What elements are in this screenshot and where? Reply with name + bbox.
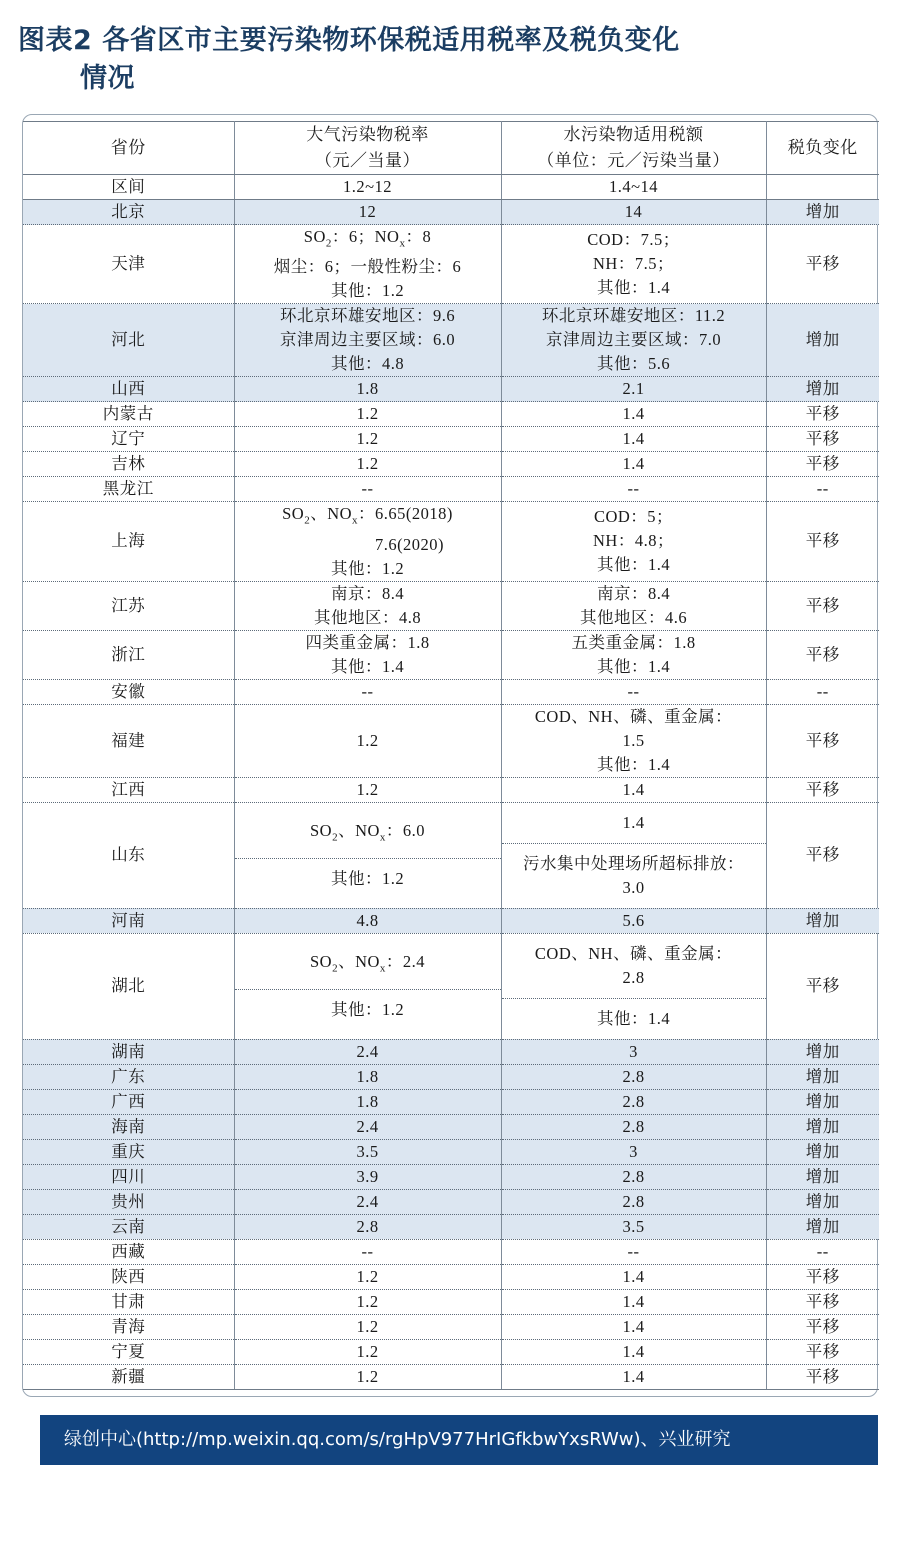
cell-tax-burden-change: 增加	[766, 1064, 879, 1089]
cell-tax-burden-change: 平移	[766, 581, 879, 630]
table-row	[23, 777, 879, 802]
cell-water-tax-amount: 环北京环雄安地区：11.2 京津周边主要区域：7.0 其他：5.6	[501, 304, 766, 377]
figure-title-block	[0, 0, 900, 108]
cell-tax-burden-change: 平移	[766, 1289, 879, 1314]
table-header	[23, 122, 879, 175]
cell-water-tax-amount: 南京：8.4 其他地区：4.6	[501, 581, 766, 630]
cell-tax-burden-change: 平移	[766, 225, 879, 304]
cell-air-tax-rate: $SO_2$、$NO_x$：6.0 其他：1.2	[234, 802, 501, 908]
cell-water-tax-amount: 1.4 污水集中处理场所超标排放： 3.0	[501, 802, 766, 908]
cell-tax-burden-change: --	[766, 477, 879, 502]
cell-air-tax-rate: --	[234, 679, 501, 704]
cell-province: 湖南	[23, 1039, 234, 1064]
cell-province: 河北	[23, 304, 234, 377]
cell-air-tax-rate: 12	[234, 200, 501, 225]
cell-air-tax-rate: 1.2	[234, 704, 501, 777]
cell-tax-burden-change: 平移	[766, 704, 879, 777]
table-row	[23, 427, 879, 452]
cell-air-tax-rate: 1.2	[234, 1314, 501, 1339]
cell-tax-burden-change: 增加	[766, 1114, 879, 1139]
table-row	[23, 630, 879, 679]
cell-air-tax-rate: 1.2	[234, 1364, 501, 1389]
cell-tax-burden-change: 增加	[766, 908, 879, 933]
table-row	[23, 377, 879, 402]
table-row	[23, 1339, 879, 1364]
cell-water-tax-amount: COD：7.5； NH：7.5； 其他：1.4	[501, 225, 766, 304]
cell-tax-burden-change: 增加	[766, 1164, 879, 1189]
cell-air-tax-rate: 1.2	[234, 777, 501, 802]
cell-tax-burden-change: 平移	[766, 1339, 879, 1364]
header-row	[23, 122, 879, 175]
cell-water-tax-amount: --	[501, 679, 766, 704]
cell-water-tax-amount: 2.8	[501, 1114, 766, 1139]
table-container	[22, 114, 878, 1397]
cell-province: 湖北	[23, 933, 234, 1039]
cell-air-tax-rate: 3.5	[234, 1139, 501, 1164]
cell-air-tax-rate: 2.4	[234, 1189, 501, 1214]
table-row	[23, 1139, 879, 1164]
cell-tax-burden-change: 增加	[766, 1089, 879, 1114]
cell-water-tax-amount: 3	[501, 1139, 766, 1164]
table-row	[23, 402, 879, 427]
table-row	[23, 175, 879, 200]
figure-number: 图表2	[18, 25, 93, 56]
cell-province: 区间	[23, 175, 234, 200]
col-header-province: 省份	[23, 122, 234, 175]
cell-water-tax-amount: 2.8	[501, 1089, 766, 1114]
cell-air-tax-rate: 1.2	[234, 427, 501, 452]
cell-tax-burden-change: 平移	[766, 630, 879, 679]
cell-water-tax-amount: 1.4~14	[501, 175, 766, 200]
cell-tax-burden-change: 增加	[766, 1039, 879, 1064]
cell-province: 内蒙古	[23, 402, 234, 427]
cell-air-tax-rate: 1.8	[234, 1089, 501, 1114]
cell-province: 福建	[23, 704, 234, 777]
cell-water-tax-amount: 1.4	[501, 427, 766, 452]
cell-tax-burden-change: 增加	[766, 1189, 879, 1214]
table-row	[23, 1239, 879, 1264]
cell-water-tax-amount: 1.4	[501, 1289, 766, 1314]
cell-province: 宁夏	[23, 1339, 234, 1364]
figure-title-main: 各省区市主要污染物环保税适用税率及税负变化	[102, 25, 680, 56]
table-row	[23, 304, 879, 377]
table-row	[23, 679, 879, 704]
cell-province: 安徽	[23, 679, 234, 704]
table-body	[23, 175, 879, 1390]
cell-water-tax-amount: 2.8	[501, 1064, 766, 1089]
table-row	[23, 477, 879, 502]
cell-water-tax-amount: COD、NH、磷、重金属： 1.5 其他：1.4	[501, 704, 766, 777]
table-row	[23, 1164, 879, 1189]
cell-province: 山东	[23, 802, 234, 908]
cell-province: 辽宁	[23, 427, 234, 452]
cell-water-tax-amount: 2.1	[501, 377, 766, 402]
cell-tax-burden-change: 平移	[766, 1364, 879, 1389]
cell-tax-burden-change: 平移	[766, 802, 879, 908]
table-row	[23, 1039, 879, 1064]
col-header-tax-burden-change: 税负变化	[766, 122, 879, 175]
cell-province: 四川	[23, 1164, 234, 1189]
cell-air-tax-rate: 环北京环雄安地区：9.6 京津周边主要区域：6.0 其他：4.8	[234, 304, 501, 377]
cell-tax-burden-change: 平移	[766, 933, 879, 1039]
table-row	[23, 704, 879, 777]
cell-water-tax-amount: 2.8	[501, 1164, 766, 1189]
cell-air-tax-rate: 1.2	[234, 1289, 501, 1314]
cell-air-tax-rate: --	[234, 477, 501, 502]
cell-tax-burden-change: 增加	[766, 304, 879, 377]
cell-province: 陕西	[23, 1264, 234, 1289]
table-row	[23, 1089, 879, 1114]
cell-province: 山西	[23, 377, 234, 402]
cell-tax-burden-change: 增加	[766, 377, 879, 402]
cell-province: 新疆	[23, 1364, 234, 1389]
cell-water-tax-amount: COD、NH、磷、重金属： 2.8 其他：1.4	[501, 933, 766, 1039]
cell-province: 天津	[23, 225, 234, 304]
cell-tax-burden-change: --	[766, 1239, 879, 1264]
cell-air-tax-rate: 2.8	[234, 1214, 501, 1239]
cell-province: 上海	[23, 502, 234, 581]
cell-water-tax-amount: COD：5； NH：4.8； 其他：1.4	[501, 502, 766, 581]
cell-air-tax-rate: 1.2	[234, 452, 501, 477]
table-row	[23, 581, 879, 630]
cell-tax-burden-change: --	[766, 679, 879, 704]
table-row	[23, 1214, 879, 1239]
cell-air-tax-rate: --	[234, 1239, 501, 1264]
figure-title-second-line: 情况	[80, 63, 135, 94]
cell-air-tax-rate: 2.4	[234, 1039, 501, 1064]
cell-province: 重庆	[23, 1139, 234, 1164]
cell-tax-burden-change: 平移	[766, 452, 879, 477]
table-row	[23, 1064, 879, 1089]
cell-air-tax-rate: 1.2	[234, 1264, 501, 1289]
cell-province: 吉林	[23, 452, 234, 477]
cell-air-tax-rate: 1.8	[234, 377, 501, 402]
cell-water-tax-amount: 5.6	[501, 908, 766, 933]
table-row	[23, 1114, 879, 1139]
table-row	[23, 1264, 879, 1289]
table-row	[23, 802, 879, 908]
cell-tax-burden-change: 平移	[766, 777, 879, 802]
col-header-air-tax-rate: 大气污染物税率 （元／当量）	[234, 122, 501, 175]
cell-tax-burden-change: 平移	[766, 402, 879, 427]
cell-province: 西藏	[23, 1239, 234, 1264]
cell-province: 浙江	[23, 630, 234, 679]
cell-tax-burden-change: 增加	[766, 200, 879, 225]
cell-tax-burden-change: 平移	[766, 1314, 879, 1339]
cell-water-tax-amount: 1.4	[501, 1364, 766, 1389]
table-row	[23, 1289, 879, 1314]
table-row	[23, 1189, 879, 1214]
table-row	[23, 452, 879, 477]
cell-air-tax-rate: 1.2	[234, 1339, 501, 1364]
cell-air-tax-rate: 四类重金属：1.8 其他：1.4	[234, 630, 501, 679]
table-row	[23, 225, 879, 304]
cell-province: 江苏	[23, 581, 234, 630]
cell-water-tax-amount: 1.4	[501, 777, 766, 802]
table-row	[23, 908, 879, 933]
cell-air-tax-rate: $SO_2$、$NO_x$：2.4 其他：1.2	[234, 933, 501, 1039]
cell-water-tax-amount: 1.4	[501, 1264, 766, 1289]
cell-province: 海南	[23, 1114, 234, 1139]
cell-water-tax-amount: 五类重金属：1.8 其他：1.4	[501, 630, 766, 679]
cell-province: 黑龙江	[23, 477, 234, 502]
table-row	[23, 1314, 879, 1339]
table-row	[23, 1364, 879, 1389]
cell-water-tax-amount: 3	[501, 1039, 766, 1064]
cell-water-tax-amount: 1.4	[501, 402, 766, 427]
cell-water-tax-amount: 2.8	[501, 1189, 766, 1214]
cell-air-tax-rate: 1.8	[234, 1064, 501, 1089]
cell-air-tax-rate: 1.2~12	[234, 175, 501, 200]
cell-water-tax-amount: --	[501, 1239, 766, 1264]
table-row	[23, 200, 879, 225]
cell-province: 江西	[23, 777, 234, 802]
cell-tax-burden-change: 增加	[766, 1214, 879, 1239]
cell-water-tax-amount: 14	[501, 200, 766, 225]
cell-water-tax-amount: 1.4	[501, 1339, 766, 1364]
cell-province: 青海	[23, 1314, 234, 1339]
cell-tax-burden-change: 平移	[766, 502, 879, 581]
page-title	[18, 22, 882, 98]
cell-province: 广西	[23, 1089, 234, 1114]
cell-province: 河南	[23, 908, 234, 933]
cell-province: 云南	[23, 1214, 234, 1239]
cell-tax-burden-change: 增加	[766, 1139, 879, 1164]
cell-water-tax-amount: 1.4	[501, 1314, 766, 1339]
source-bar: 绿创中心(http://mp.weixin.qq.com/s/rgHpV977HrIGfkbwYxsRWw)、兴业研究	[40, 1415, 878, 1465]
col-header-water-tax-amount: 水污染物适用税额 （单位：元／污染当量）	[501, 122, 766, 175]
cell-water-tax-amount: 1.4	[501, 452, 766, 477]
cell-water-tax-amount: 3.5	[501, 1214, 766, 1239]
cell-air-tax-rate: 2.4	[234, 1114, 501, 1139]
cell-tax-burden-change	[766, 175, 879, 200]
cell-tax-burden-change: 平移	[766, 1264, 879, 1289]
table-row	[23, 502, 879, 581]
cell-province: 广东	[23, 1064, 234, 1089]
cell-tax-burden-change: 平移	[766, 427, 879, 452]
cell-province: 贵州	[23, 1189, 234, 1214]
cell-air-tax-rate: $SO_2$、$NO_x$：6.65(2018) 7.6(2020) 其他：1.2	[234, 502, 501, 581]
cell-province: 北京	[23, 200, 234, 225]
cell-air-tax-rate: 3.9	[234, 1164, 501, 1189]
cell-water-tax-amount: --	[501, 477, 766, 502]
cell-province: 甘肃	[23, 1289, 234, 1314]
cell-air-tax-rate: 1.2	[234, 402, 501, 427]
env-tax-table	[23, 121, 879, 1390]
cell-air-tax-rate: $SO_2$：6；$NO_x$：8 烟尘：6；一般性粉尘：6 其他：1.2	[234, 225, 501, 304]
cell-air-tax-rate: 南京：8.4 其他地区：4.8	[234, 581, 501, 630]
cell-air-tax-rate: 4.8	[234, 908, 501, 933]
table-row	[23, 933, 879, 1039]
